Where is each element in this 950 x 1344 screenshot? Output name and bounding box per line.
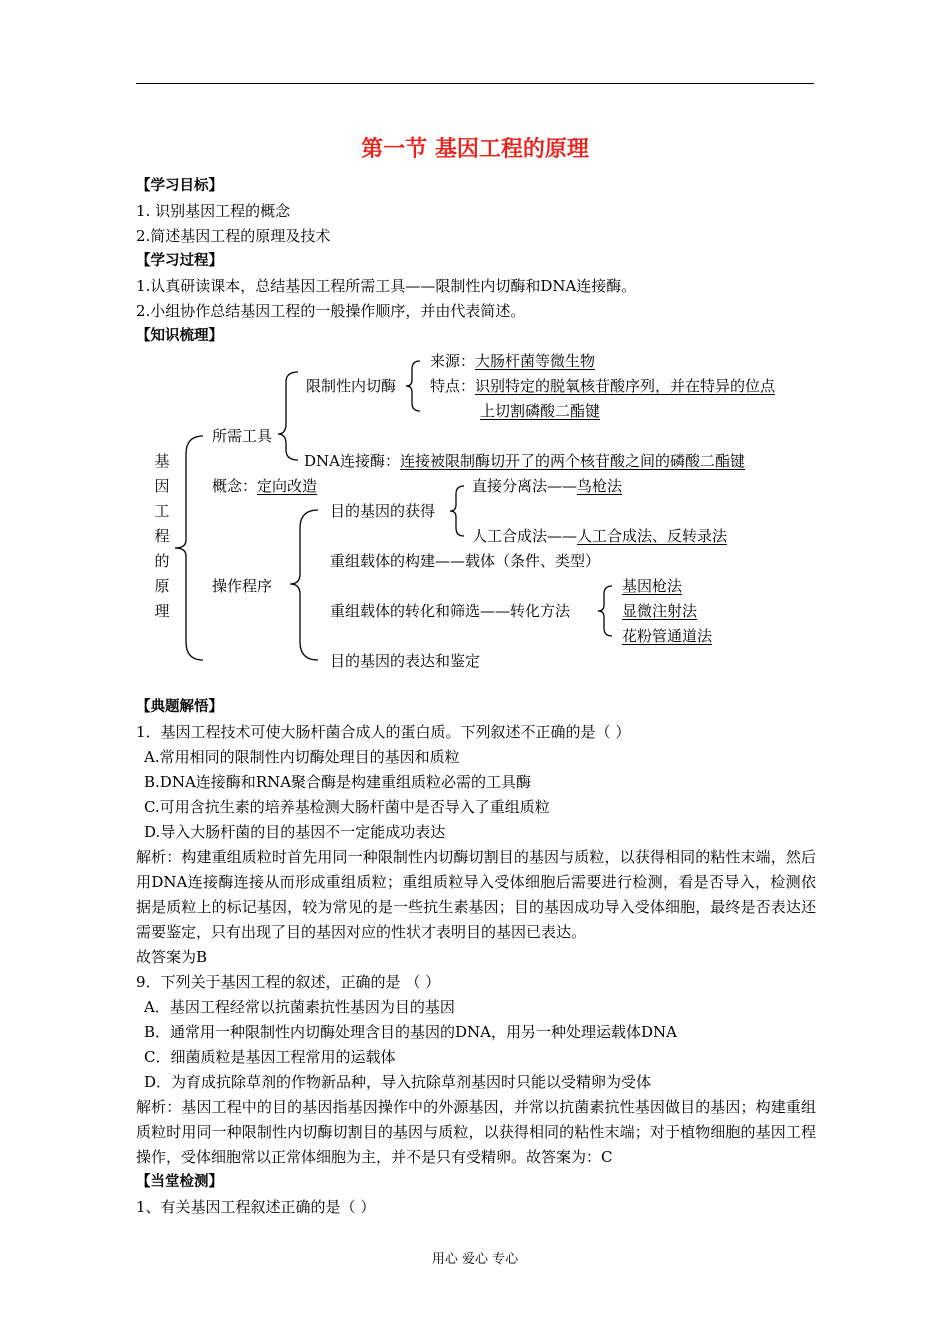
gene-obtain-brace <box>450 486 464 536</box>
question-9-option: A．基因工程经常以抗菌素抗性基因为目的基因 <box>144 998 455 1016</box>
examples-heading: 【典题解悟】 <box>136 699 223 715</box>
question-1-option: D.导入大肠杆菌的目的基因不一定能成功表达 <box>144 823 446 841</box>
concept-label: 概念： <box>212 477 258 495</box>
objectives-heading: 【学习目标】 <box>136 178 223 194</box>
objective-item: 1. 识别基因工程的概念 <box>136 202 291 220</box>
knowledge-heading: 【知识梳理】 <box>136 328 223 344</box>
restriction-brace <box>406 361 420 411</box>
question-1-answer: 故答案为B <box>136 948 208 966</box>
transform-method: 显微注射法 <box>622 602 698 620</box>
tools-label: 所需工具 <box>212 427 273 445</box>
transform-method: 花粉管通道法 <box>622 627 713 645</box>
source-label: 来源： <box>430 352 476 370</box>
expression-label: 目的基因的表达和鉴定 <box>330 652 481 670</box>
page-title: 第一节 基因工程的原理 <box>361 137 589 162</box>
root-char: 的 <box>154 552 170 570</box>
page-footer: 用心 爱心 专心 <box>431 1252 519 1267</box>
process-item: 2.小组协作总结基因工程的一般操作顺序，并由代表简述。 <box>136 302 526 320</box>
feature-row <box>430 376 775 396</box>
question-9-option: C．细菌质粒是基因工程常用的运载体 <box>144 1048 396 1066</box>
root-brace <box>175 436 203 660</box>
source-row <box>430 351 595 371</box>
question-9-option: B．通常用一种限制性内切酶处理含目的基因的DNA，用另一种处理运载体DNA <box>144 1023 677 1041</box>
root-char: 原 <box>154 577 170 595</box>
question-9-analysis: 解析：基因工程中的目的基因指基因操作中的外源基因，并常以抗菌素抗性基因做目的基因；构建重组质粒时用同一种限制性内切酶切割目的基因与质粒，以获得相同的粘性末端；对于植物细胞的基因工程操作，受体细胞常以正常体细胞为主，并不是只有受精卵。故答案为：C <box>136 1098 816 1166</box>
source-value: 大肠杆菌等微生物 <box>475 352 596 370</box>
root-char: 因 <box>154 477 170 495</box>
root-char: 理 <box>154 602 170 620</box>
direct-method-label: 直接分离法—— <box>472 477 578 495</box>
objective-item: 2.简述基因工程的原理及技术 <box>136 227 331 245</box>
artificial-method-label: 人工合成法—— <box>472 527 578 545</box>
ligase-value: 连接被限制酶切开了的两个核苷酸之间的磷酸二酯键 <box>399 452 745 470</box>
transform-brace <box>598 586 612 636</box>
feature-label: 特点： <box>430 377 476 395</box>
question-1-option: C.可用含抗生素的培养基检测大肠杆菌中是否导入了重组质粒 <box>144 798 550 816</box>
artificial-method-row <box>472 526 727 546</box>
root-char: 程 <box>154 527 170 545</box>
artificial-method-value: 人工合成法、反转录法 <box>577 527 728 545</box>
question-1-analysis: 解析：构建重组质粒时首先用同一种限制性内切酶切割目的基因与质粒，以获得相同的粘性末端，然后用DNA连接酶连接从而形成重组质粒；重组质粒导入受体细胞后需要进行检测，看是否导入，检测依据是质粒上的标记基因，较为常见的是一些抗生素基因；目的基因成功导入受体细胞，最终是否表达还需要鉴定，只有出现了目的基因对应的性状才表明目的基因已表达。 <box>136 848 816 941</box>
ligase-row <box>304 451 745 471</box>
question-9: 9．下列关于基因工程的叙述，正确的是 （ ） <box>136 973 441 991</box>
root-char: 基 <box>154 452 170 470</box>
transform-method: 基因枪法 <box>622 577 683 595</box>
vector-build-label: 重组载体的构建——载体（条件、类型） <box>330 552 601 570</box>
direct-method-value: 鸟枪法 <box>577 477 623 495</box>
test-heading: 【当堂检测】 <box>136 1174 223 1190</box>
feature-value: 识别特定的脱氧核苷酸序列，并在特异的位点 <box>475 377 776 395</box>
test-question-1: 1、有关基因工程叙述正确的是（ ） <box>136 1198 376 1216</box>
concept-row <box>212 476 317 496</box>
procedure-brace <box>290 510 318 660</box>
process-heading: 【学习过程】 <box>136 253 223 269</box>
root-char: 工 <box>154 502 170 520</box>
tools-brace <box>278 372 298 460</box>
procedure-label: 操作程序 <box>212 577 273 595</box>
feature-value-continued: 上切割磷酸二酯键 <box>480 402 601 420</box>
question-1-option: B.DNA连接酶和RNA聚合酶是构建重组质粒必需的工具酶 <box>144 773 532 791</box>
question-1: 1．基因工程技术可使大肠杆菌合成人的蛋白质。下列叙述不正确的是（ ） <box>136 723 631 741</box>
question-9-option: D．为育成抗除草剂的作物新品种，导入抗除草剂基因时只能以受精卵为受体 <box>144 1073 652 1091</box>
transform-label: 重组载体的转化和筛选——转化方法 <box>330 602 571 620</box>
concept-value: 定向改造 <box>257 477 318 495</box>
process-item: 1.认真研读课本，总结基因工程所需工具——限制性内切酶和DNA连接酶。 <box>136 277 637 295</box>
question-1-option: A.常用相同的限制性内切酶处理目的基因和质粒 <box>144 748 460 766</box>
gene-obtain-label: 目的基因的获得 <box>330 502 436 520</box>
ligase-label: DNA连接酶： <box>304 452 400 470</box>
direct-method-row <box>472 476 622 496</box>
restriction-enzyme-label: 限制性内切酶 <box>306 377 397 395</box>
